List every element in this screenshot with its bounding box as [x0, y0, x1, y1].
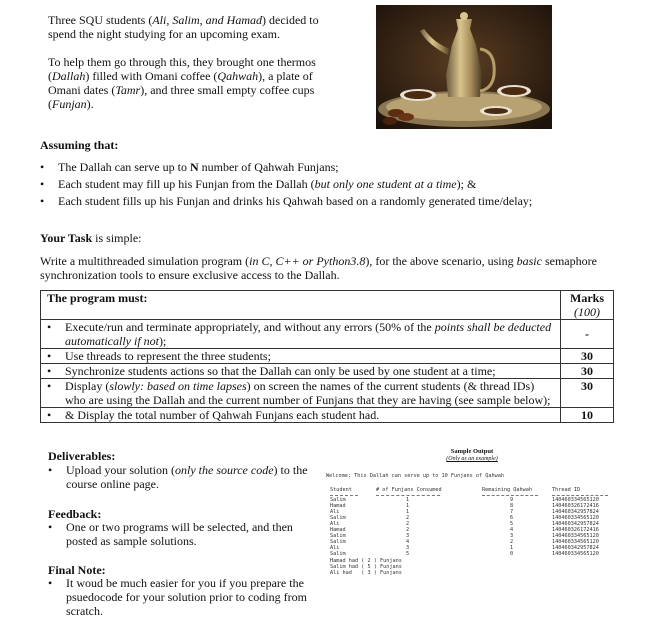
- text: is simple:: [92, 231, 142, 245]
- summary-line: Ali had ( 3 ) Funjans: [330, 570, 402, 576]
- text: Three SQU students (: [48, 13, 153, 27]
- text: The Dallah can serve up to: [58, 160, 190, 174]
- assuming-list: [40, 160, 610, 208]
- task-heading-text: Your Task: [40, 231, 93, 245]
- text: Write a multithreaded simulation program (: [40, 254, 250, 268]
- text: ), for the above scenario, using: [365, 254, 517, 268]
- list-item: • & Display the total number of Qahwah Funjans each student had.: [47, 408, 554, 422]
- output-cell-student: Salim: [330, 551, 346, 557]
- text: semaphore synchronization tools to ensure exclusive access to the Dallah.: [40, 254, 597, 282]
- welcome-line: Welcome; This Dallah can serve up to 10 Funjans of Qahwah: [326, 473, 505, 479]
- text: Final Note:: [48, 563, 106, 577]
- text: Each student fills up his Funjan and drinks his Qahwah based on a randomly generated time/delay;: [58, 194, 533, 208]
- list-item: [47, 379, 554, 407]
- assuming-heading-text: Assuming that:: [40, 138, 119, 152]
- summary-line: Salim had ( 5 ) Funjans: [330, 564, 402, 570]
- output-cell-student: Ali: [330, 521, 340, 527]
- output-cell-funjans: 1: [406, 509, 410, 515]
- term-tamr: Tamr: [115, 83, 141, 97]
- output-cell-remaining: 4: [510, 527, 514, 533]
- output-row: [326, 551, 618, 557]
- languages: in C, C++ or Python3.8: [249, 254, 366, 268]
- feedback-list: [48, 520, 320, 548]
- mark-cell: 10: [561, 408, 614, 423]
- assuming-item: [40, 194, 610, 208]
- task-heading: [40, 231, 142, 245]
- output-cell-student: Salim: [330, 497, 346, 503]
- requirement-cell: [41, 349, 561, 364]
- emphasis: points shall be deducted automatically if not: [65, 320, 552, 348]
- output-cell-thread: 140460334565120: [552, 515, 599, 521]
- list-item: [48, 463, 320, 491]
- output-cell-student: Salim: [330, 539, 346, 545]
- output-cell-remaining: 9: [510, 497, 514, 503]
- output-cell-funjans: 3: [406, 545, 410, 551]
- text: ); &: [456, 177, 477, 191]
- text: (100): [574, 305, 600, 319]
- mark-cell: 30: [561, 379, 614, 408]
- output-cell-remaining: 7: [510, 509, 514, 515]
- list-item: • Synchronize students actions so that the Dallah can only be used by one student at a time;: [47, 364, 554, 378]
- output-cell-funjans: 3: [406, 533, 410, 539]
- mark-cell: -: [561, 320, 614, 349]
- emphasis: only the source code: [175, 463, 274, 477]
- output-cell-thread: 140460342957824: [552, 521, 599, 527]
- intro-paragraph-2: [48, 55, 338, 111]
- text: Deliverables:: [48, 449, 116, 463]
- table-row: [41, 320, 614, 349]
- sample-output-title: Sample Output: [450, 448, 494, 455]
- output-cell-thread: 140460342957824: [552, 545, 599, 551]
- output-cell-funjans: 1: [406, 503, 410, 509]
- output-cell-thread: 140460334565120: [552, 497, 599, 503]
- text: To help them go through this, they brought one thermos (: [48, 55, 316, 83]
- variable-n: N: [189, 160, 199, 174]
- output-cell-funjans: 2: [406, 527, 410, 533]
- text: );: [159, 334, 167, 348]
- col-remaining: Remaining Qahwah: [482, 487, 532, 493]
- text: Feedback:: [48, 507, 102, 521]
- output-cell-thread: 140460334565120: [552, 551, 599, 557]
- list-item: • One or two programs will be selected, and then posted as sample solutions.: [48, 520, 320, 548]
- intro-paragraph-1: [48, 13, 338, 41]
- emphasis: slowly: based on time lapses: [109, 379, 247, 393]
- task-body: [40, 254, 614, 282]
- output-cell-remaining: 8: [510, 503, 514, 509]
- output-cell-funjans: 2: [406, 521, 410, 527]
- text: Upload your solution (: [66, 463, 175, 477]
- dash-line: [330, 495, 358, 496]
- text: Execute/run and terminate appropriately, and without any errors (50% of the: [65, 320, 435, 334]
- output-cell-student: Hamad: [330, 503, 346, 509]
- text: Display (: [65, 379, 110, 393]
- table-row: [41, 408, 614, 423]
- output-cell-thread: 140460342957824: [552, 509, 599, 515]
- text: ) filled with Omani coffee (: [85, 69, 218, 83]
- deliverables-list: [48, 463, 320, 491]
- output-cell-student: Ali: [330, 545, 340, 551]
- emphasis: but only one student at a time: [314, 177, 457, 191]
- text: The program must:: [47, 291, 148, 305]
- output-cell-remaining: 3: [510, 533, 514, 539]
- text: number of Qahwah Funjans;: [198, 160, 339, 174]
- output-cell-remaining: 6: [510, 515, 514, 521]
- table-row: [41, 364, 614, 379]
- assuming-item: [40, 177, 610, 191]
- sample-output: [326, 448, 618, 598]
- output-cell-funjans: 1: [406, 497, 410, 503]
- output-cell-thread: 140460334565120: [552, 539, 599, 545]
- term-dallah: Dallah: [52, 69, 86, 83]
- requirements-table: [40, 290, 614, 423]
- output-cell-remaining: 5: [510, 521, 514, 527]
- feedback-heading: [48, 507, 101, 521]
- requirement-cell: [41, 408, 561, 423]
- output-cell-student: Salim: [330, 533, 346, 539]
- final-note-list: [48, 576, 320, 618]
- term-qahwah: Qahwah: [217, 69, 259, 83]
- table-row: [41, 349, 614, 364]
- text: ) decided to spend the night studying for an upcoming exam.: [48, 13, 319, 41]
- list-item: [47, 320, 554, 348]
- text: Each student may fill up his Funjan from the Dallah (: [58, 177, 315, 191]
- col-funjans: # of Funjans Consumed: [376, 487, 442, 493]
- output-cell-thread: 140460334565120: [552, 533, 599, 539]
- table-header-row: [41, 291, 614, 320]
- output-cell-thread: 140460326172416: [552, 503, 599, 509]
- assuming-item: [40, 160, 610, 174]
- marks-header-cell: [561, 291, 614, 320]
- col-thread: Thread ID: [552, 487, 581, 493]
- output-cell-student: Ali: [330, 509, 340, 515]
- list-item: • It woud be much easier for you if you prepare the psuedocode for your solution prior to coding from scratch.: [48, 576, 320, 618]
- requirement-cell: [41, 379, 561, 408]
- summary-line: Hamad had ( 2 ) Funjans: [330, 558, 402, 564]
- output-cell-funjans: 5: [406, 551, 410, 557]
- dash-line: [482, 495, 538, 496]
- text: ), a plate of Omani dates (: [48, 69, 313, 97]
- output-cell-remaining: 1: [510, 545, 514, 551]
- final-note-heading: [48, 563, 106, 577]
- table-row: [41, 379, 614, 408]
- dash-line: [552, 495, 608, 496]
- dash-line: [376, 495, 440, 496]
- output-summary: [326, 558, 618, 576]
- mark-cell: 30: [561, 364, 614, 379]
- output-cell-funjans: 4: [406, 539, 410, 545]
- deliverables-heading: [48, 449, 115, 463]
- output-cell-funjans: 2: [406, 515, 410, 521]
- output-cell-student: Salim: [330, 515, 346, 521]
- output-cell-student: Hamad: [330, 527, 346, 533]
- student-names: Ali, Salim, and Hamad: [152, 13, 262, 27]
- list-item: • Use threads to represent the three students;: [47, 349, 554, 363]
- text: ), and three small empty coffee cups (: [48, 83, 315, 111]
- dallah-coffee-photo: [376, 5, 552, 129]
- output-cell-remaining: 0: [510, 551, 514, 557]
- col-student: Student: [330, 487, 352, 493]
- term-funjan: Funjan: [52, 97, 87, 111]
- requirement-cell: [41, 320, 561, 349]
- emphasis: basic: [516, 254, 542, 268]
- text: ).: [86, 97, 94, 111]
- mark-cell: 30: [561, 349, 614, 364]
- text: ) to the course online page.: [66, 463, 308, 491]
- output-cell-thread: 140460326172416: [552, 527, 599, 533]
- requirement-cell: [41, 364, 561, 379]
- text: ) on screen the names of the current students (& thread IDs) who are using the Dallah and the current number of Funjans that they are having (see sample below);: [65, 379, 551, 407]
- text: Marks: [570, 291, 604, 305]
- output-cell-remaining: 2: [510, 539, 514, 545]
- output-rows: [326, 497, 618, 557]
- table-header-cell: [41, 291, 561, 320]
- assuming-heading: [40, 138, 118, 152]
- sample-output-subtitle: (Only as an example): [446, 456, 498, 462]
